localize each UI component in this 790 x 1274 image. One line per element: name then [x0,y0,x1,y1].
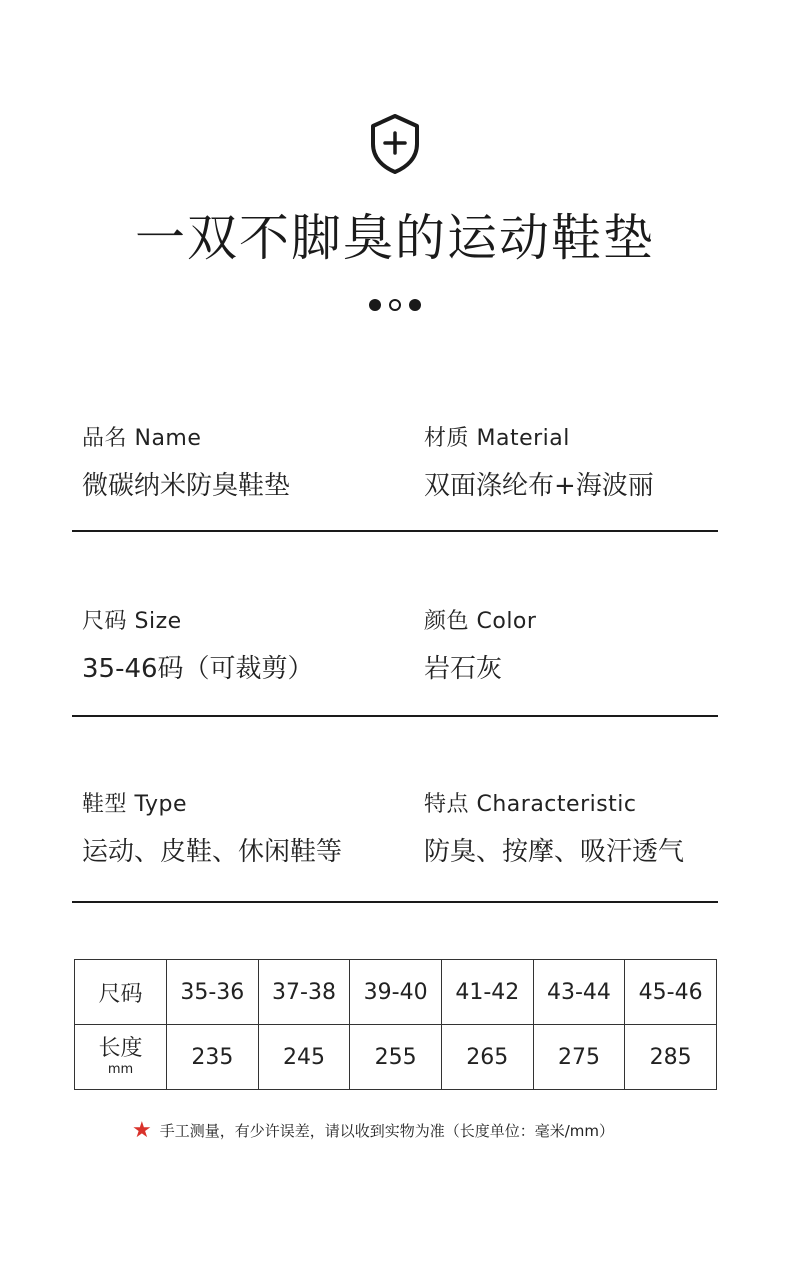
spec-value: 双面涤纶布+海波丽 [424,471,654,501]
length-cell: 265 [441,1025,533,1090]
length-unit: mm [107,1062,134,1077]
size-cell: 41-42 [441,960,533,1025]
shield-plus-icon [368,113,422,175]
length-cell: 275 [533,1025,625,1090]
star-icon: ★ [132,1117,152,1143]
page-title: 一双不脚臭的运动鞋垫 [135,209,655,267]
size-table [74,959,717,1090]
size-cell: 35-36 [167,960,259,1025]
spec-value: 微碳纳米防臭鞋垫 [82,471,291,501]
spec-label: 材质 Material [424,426,570,451]
length-cell: 235 [167,1025,259,1090]
divider [72,901,718,903]
length-cell: 255 [350,1025,442,1090]
length-cell: 245 [258,1025,350,1090]
table-row-sizes [75,960,717,1025]
dot-filled [409,299,421,311]
spec-label: 尺码 Size [82,609,182,634]
decorative-dots [369,299,423,313]
size-cell: 37-38 [258,960,350,1025]
size-row-label: 尺码 [75,960,167,1025]
spec-color [424,607,536,687]
spec-material [424,424,654,504]
spec-value: 运动、皮鞋、休闲鞋等 [82,837,343,867]
spec-name [82,424,290,504]
size-cell: 39-40 [350,960,442,1025]
spec-label: 品名 Name [82,426,202,451]
measurement-note [132,1117,615,1143]
table-row-lengths [75,1025,717,1090]
length-row-label: 长度 [98,1036,143,1061]
spec-type [82,790,342,870]
spec-size [82,607,314,687]
note-text: 手工测量，有少许误差，请以收到实物为准（长度单位：毫米/mm） [159,1122,615,1140]
spec-label: 特点 Characteristic [424,792,637,817]
spec-characteristic [424,790,684,870]
dot-hollow [389,299,401,311]
size-cell: 43-44 [533,960,625,1025]
spec-label: 颜色 Color [424,609,537,634]
dot-filled [369,299,381,311]
length-row-label-cell [75,1025,167,1090]
length-cell: 285 [625,1025,717,1090]
divider [72,715,718,717]
spec-value: 岩石灰 [424,654,503,684]
divider [72,530,718,532]
spec-value: 防臭、按摩、吸汗透气 [424,837,685,867]
spec-label: 鞋型 Type [82,792,188,817]
size-cell: 45-46 [625,960,717,1025]
spec-value: 35-46码（可裁剪） [82,654,314,684]
